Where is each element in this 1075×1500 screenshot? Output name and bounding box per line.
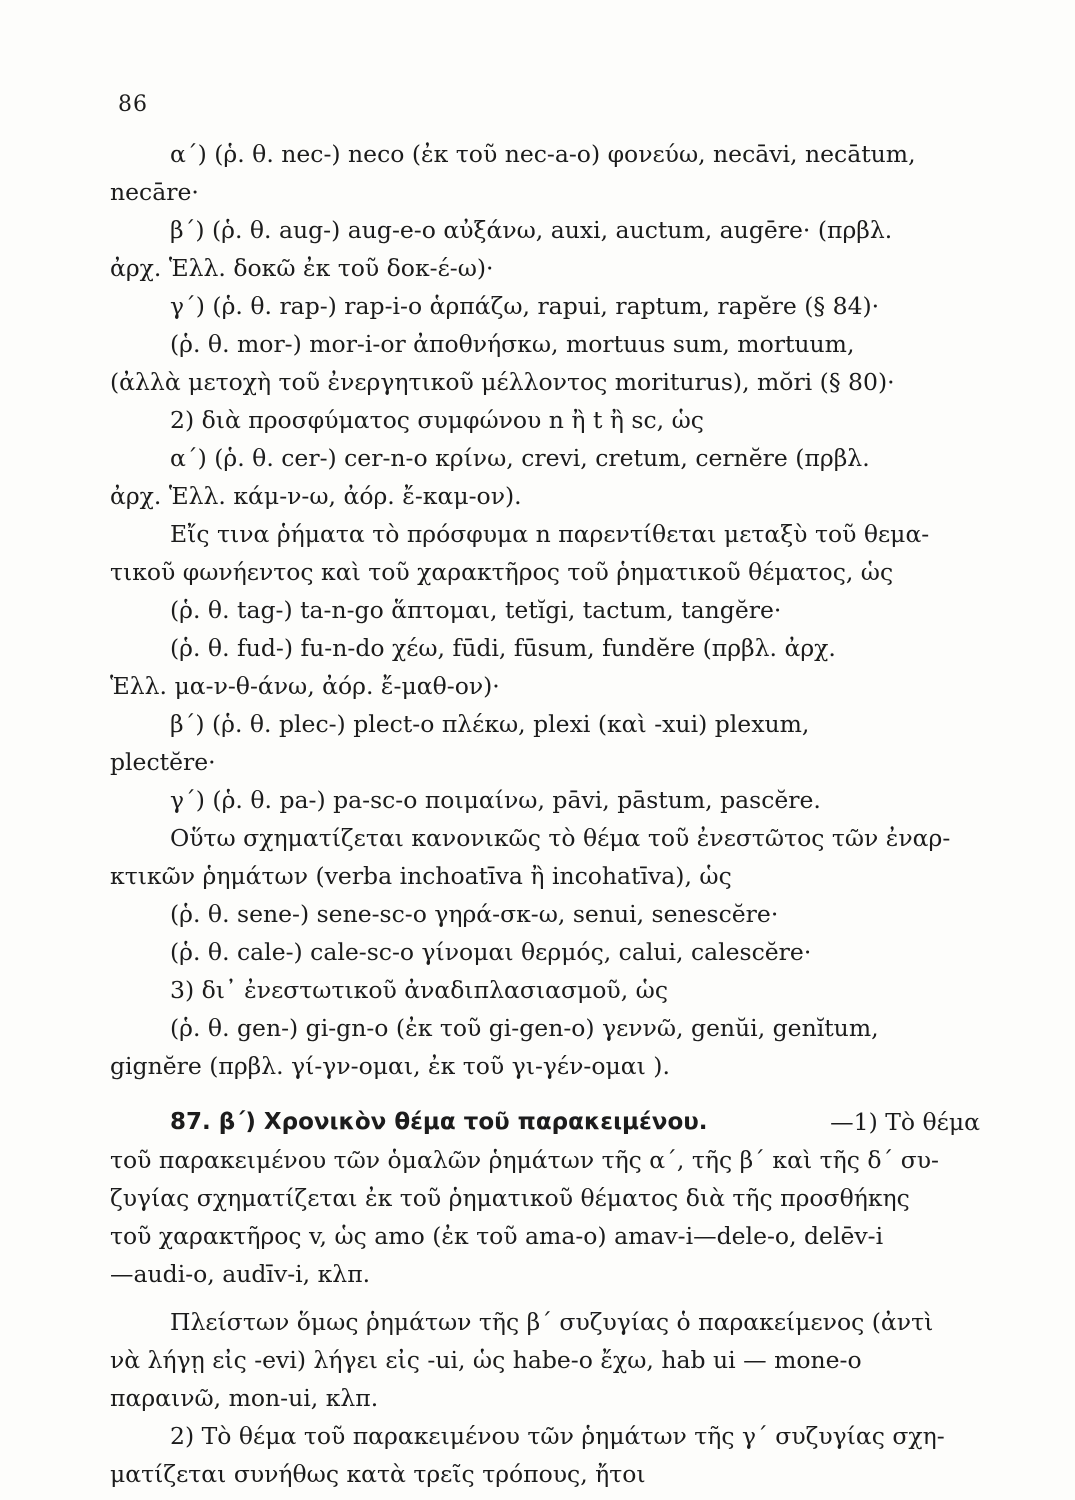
text-line: ἀρχ. Ἑλλ. δοκῶ ἐκ τοῦ δοκ-έ-ω)· xyxy=(110,254,494,282)
text-line: (ἀλλὰ μετοχὴ τοῦ ἐνεργητικοῦ μέλλοντος moriturus), mŏri (§ 80)· xyxy=(110,368,895,396)
text-line: (ῥ. θ. tag-) ta-n-go ἅπτομαι, tetĭgi, tactum, tangĕre· xyxy=(170,596,782,624)
text-line: ματίζεται συνήθως κατὰ τρεῖς τρόπους, ἤτοι xyxy=(110,1460,646,1488)
text-line: παραινῶ, mon-ui, κλπ. xyxy=(110,1384,379,1412)
text-line: (ῥ. θ. fud-) fu-n-do χέω, fūdi, fūsum, fundĕre (πρβλ. ἀρχ. xyxy=(170,634,836,662)
text-line: β΄) (ῥ. θ. aug-) aug-e-o αὐξάνω, auxi, auctum, augēre· (πρβλ. xyxy=(170,216,893,244)
text-line: necāre· xyxy=(110,178,199,206)
text-line: τοῦ χαρακτῆρος v, ὡς amo (ἐκ τοῦ ama-o) amav-i—dele-o, delēv-i xyxy=(110,1222,884,1250)
text-line: α΄) (ῥ. θ. cer-) cer-n-o κρίνω, crevi, cretum, cernĕre (πρβλ. xyxy=(170,444,870,472)
text-line: Εἴς τινα ῥήματα τὸ πρόσφυμα n παρεντίθεται μεταξὺ τοῦ θεμα- xyxy=(170,520,930,548)
text-line: Οὕτω σχηματίζεται κανονικῶς τὸ θέμα τοῦ ἐνεστῶτος τῶν ἐναρ- xyxy=(170,824,951,852)
text-line: 3) δι᾿ ἐνεστωτικοῦ ἀναδιπλασιασμοῦ, ὡς xyxy=(170,976,668,1004)
text-line: γ΄) (ῥ. θ. rap-) rap-i-o ἁρπάζω, rapui, raptum, rapĕre (§ 84)· xyxy=(170,292,880,320)
text-line: (ῥ. θ. mor-) mor-i-or ἀποθνήσκω, mortuus sum, mortuum, xyxy=(170,330,855,358)
text-line: 2) Τὸ θέμα τοῦ παρακειμένου τῶν ῥημάτων τῆς γ΄ συζυγίας σχη- xyxy=(170,1422,945,1450)
text-line: νὰ λήγῃ εἰς -evi) λήγει εἰς -ui, ὡς habe-o ἔχω, hab ui — mone-o xyxy=(110,1346,862,1374)
section-87-heading-line xyxy=(110,1103,980,1141)
section-heading: 87. β΄) Χρονικὸν θέμα τοῦ παρακειμένου. xyxy=(170,1109,708,1135)
text-fragment: —1) Τὸ θέμα xyxy=(830,1108,980,1136)
text-line: plectĕre· xyxy=(110,748,216,776)
text-line: —audi-o, audīv-i, κλπ. xyxy=(110,1260,371,1288)
text-line: κτικῶν ῥημάτων (verba inchoatīva ἢ incohatīva), ὡς xyxy=(110,862,732,890)
text-line: τικοῦ φωνήεντος καὶ τοῦ χαρακτῆρος τοῦ ῥηματικοῦ θέματος, ὡς xyxy=(110,558,894,586)
text-line: γ΄) (ῥ. θ. pa-) pa-sc-o ποιμαίνω, pāvi, pāstum, pascĕre. xyxy=(170,786,821,814)
page-number: 86 xyxy=(118,92,148,117)
text-line: 2) διὰ προσφύματος συμφώνου n ἢ t ἢ sc, ὡς xyxy=(170,406,704,434)
text-line: gignĕre (πρβλ. γί-γν-ομαι, ἐκ τοῦ γι-γέν-ομαι ). xyxy=(110,1052,670,1080)
text-line: (ῥ. θ. cale-) cale-sc-o γίνομαι θερμός, calui, calescĕre· xyxy=(170,938,812,966)
text-line: ἀρχ. Ἑλλ. κάμ-ν-ω, ἀόρ. ἔ-καμ-ον). xyxy=(110,482,522,510)
text-line: Πλείστων ὅμως ῥημάτων τῆς β΄ συζυγίας ὁ παρακείμενος (ἀντὶ xyxy=(170,1308,934,1336)
text-line: α΄) (ῥ. θ. nec-) neco (ἐκ τοῦ nec-a-o) φονεύω, necāvi, necātum, xyxy=(170,140,916,168)
text-line: Ἑλλ. μα-ν-θ-άνω, ἀόρ. ἔ-μαθ-ον)· xyxy=(110,672,500,700)
text-line: τοῦ παρακειμένου τῶν ὁμαλῶν ῥημάτων τῆς α΄, τῆς β΄ καὶ τῆς δ΄ συ- xyxy=(110,1146,939,1174)
text-line: (ῥ. θ. gen-) gi-gn-o (ἐκ τοῦ gi-gen-o) γεννῶ, genŭi, genĭtum, xyxy=(170,1014,879,1042)
text-line: (ῥ. θ. sene-) sene-sc-o γηρά-σκ-ω, senui, senescĕre· xyxy=(170,900,779,928)
text-line: β΄) (ῥ. θ. plec-) plect-o πλέκω, plexi (καὶ -xui) plexum, xyxy=(170,710,810,738)
text-line: ζυγίας σχηματίζεται ἐκ τοῦ ῥηματικοῦ θέματος διὰ τῆς προσθήκης xyxy=(110,1184,910,1212)
